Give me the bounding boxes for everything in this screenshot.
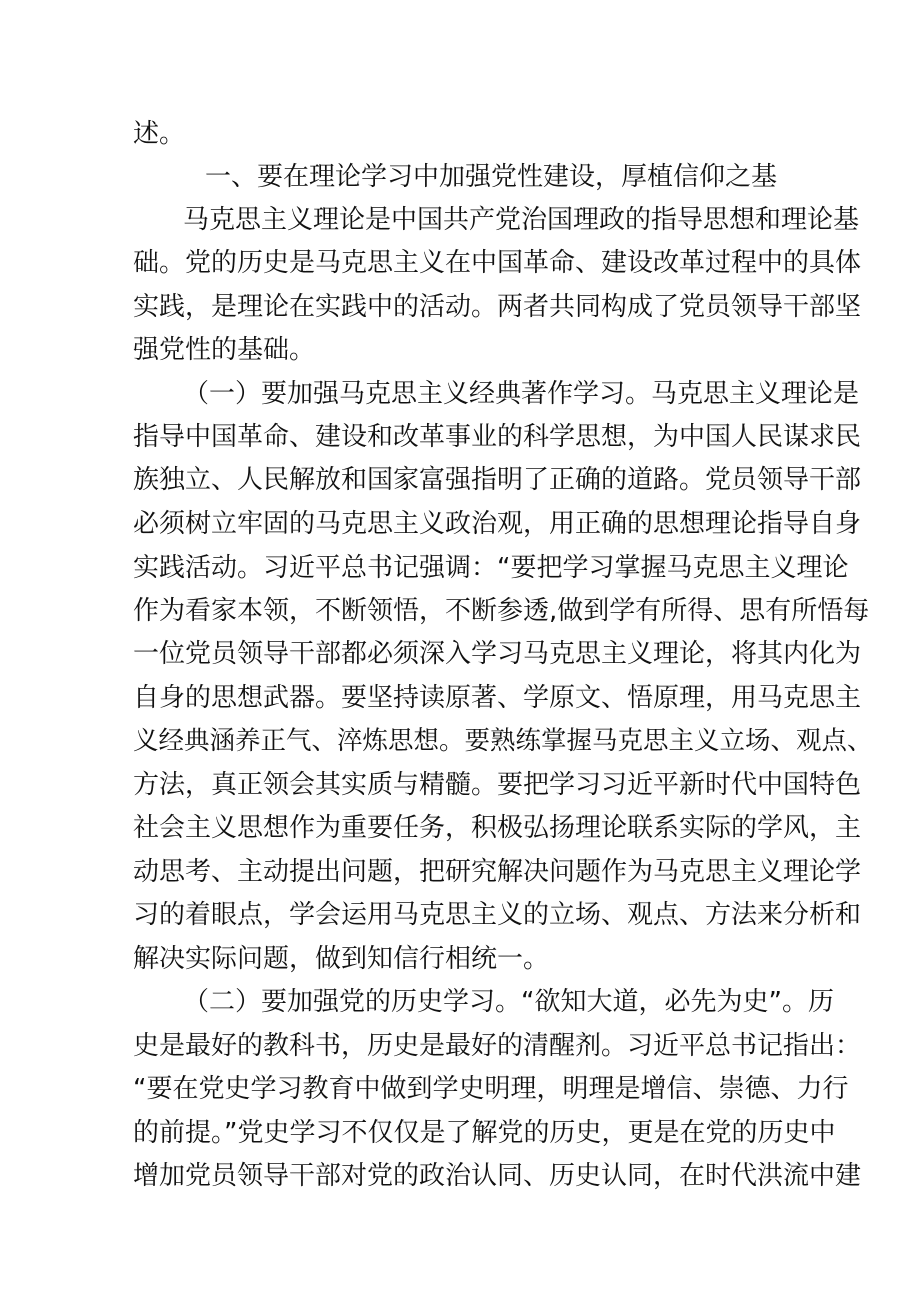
text-line-13: 一位党员领导干部都必须深入学习马克思主义理论，将其内化为 — [133, 639, 862, 669]
text-line-23: “要在党史学习教育中做到学史明理，明理是增信、崇德、力行 — [133, 1074, 849, 1104]
text-line-22: 史是最好的教科书，历史是最好的清醒剂。习近平总书记指出： — [133, 1031, 862, 1061]
text-line-15: 义经典涵养正气、淬炼思想。要熟练掌握马克思主义立场、观点、 — [133, 726, 873, 756]
text-line-5: 实践，是理论在实践中的活动。两者共同构成了党员领导干部坚 — [133, 292, 862, 322]
text-line-24: 的前提。”党史学习不仅仅是了解党的历史，更是在党的历史中 — [133, 1118, 836, 1148]
text-line-12: 作为看家本领，不断领悟，不断参透,做到学有所得、思有所悟每 — [133, 596, 870, 626]
section-heading-1: 一、要在理论学习中加强党性建设，厚植信仰之基 — [205, 162, 778, 192]
subsection-heading-1: （一）要加强马克思主义经典著作学习。马克思主义理论是 — [183, 379, 860, 409]
text-line-19: 习的着眼点，学会运用马克思主义的立场、观点、方法来分析和 — [133, 900, 862, 930]
text-line-10: 必须树立牢固的马克思主义政治观，用正确的思想理论指导自身 — [133, 509, 862, 539]
text-line-8: 指导中国革命、建设和改革事业的科学思想，为中国人民谋求民 — [133, 422, 862, 452]
text-line-9: 族独立、人民解放和国家富强指明了正确的道路。党员领导干部 — [133, 465, 862, 495]
text-line-3: 马克思主义理论是中国共产党治国理政的指导思想和理论基 — [183, 205, 860, 235]
text-line-16: 方法，真正领会其实质与精髓。要把学习习近平新时代中国特色 — [133, 770, 862, 800]
text-line-4: 础。党的历史是马克思主义在中国革命、建设改革过程中的具体 — [133, 248, 862, 278]
text-line-20: 解决实际问题，做到知信行相统一。 — [133, 944, 550, 974]
text-line-6: 强党性的基础。 — [133, 335, 316, 365]
text-line-17: 社会主义思想作为重要任务，积极弘扬理论联系实际的学风，主 — [133, 813, 862, 843]
text-line-18: 动思考、主动提出问题，把研究解决问题作为马克思主义理论学 — [133, 857, 862, 887]
text-line-11: 实践活动。习近平总书记强调：“要把学习掌握马克思主义理论 — [133, 553, 849, 583]
text-line-1: 述。 — [133, 119, 186, 149]
text-line-14: 自身的思想武器。要坚持读原著、学原文、悟原理，用马克思主 — [133, 683, 862, 713]
text-line-25: 增加党员领导干部对党的政治认同、历史认同，在时代洪流中建 — [133, 1161, 862, 1191]
subsection-heading-2: （二）要加强党的历史学习。“欲知大道，必先为史”。历 — [183, 987, 834, 1017]
